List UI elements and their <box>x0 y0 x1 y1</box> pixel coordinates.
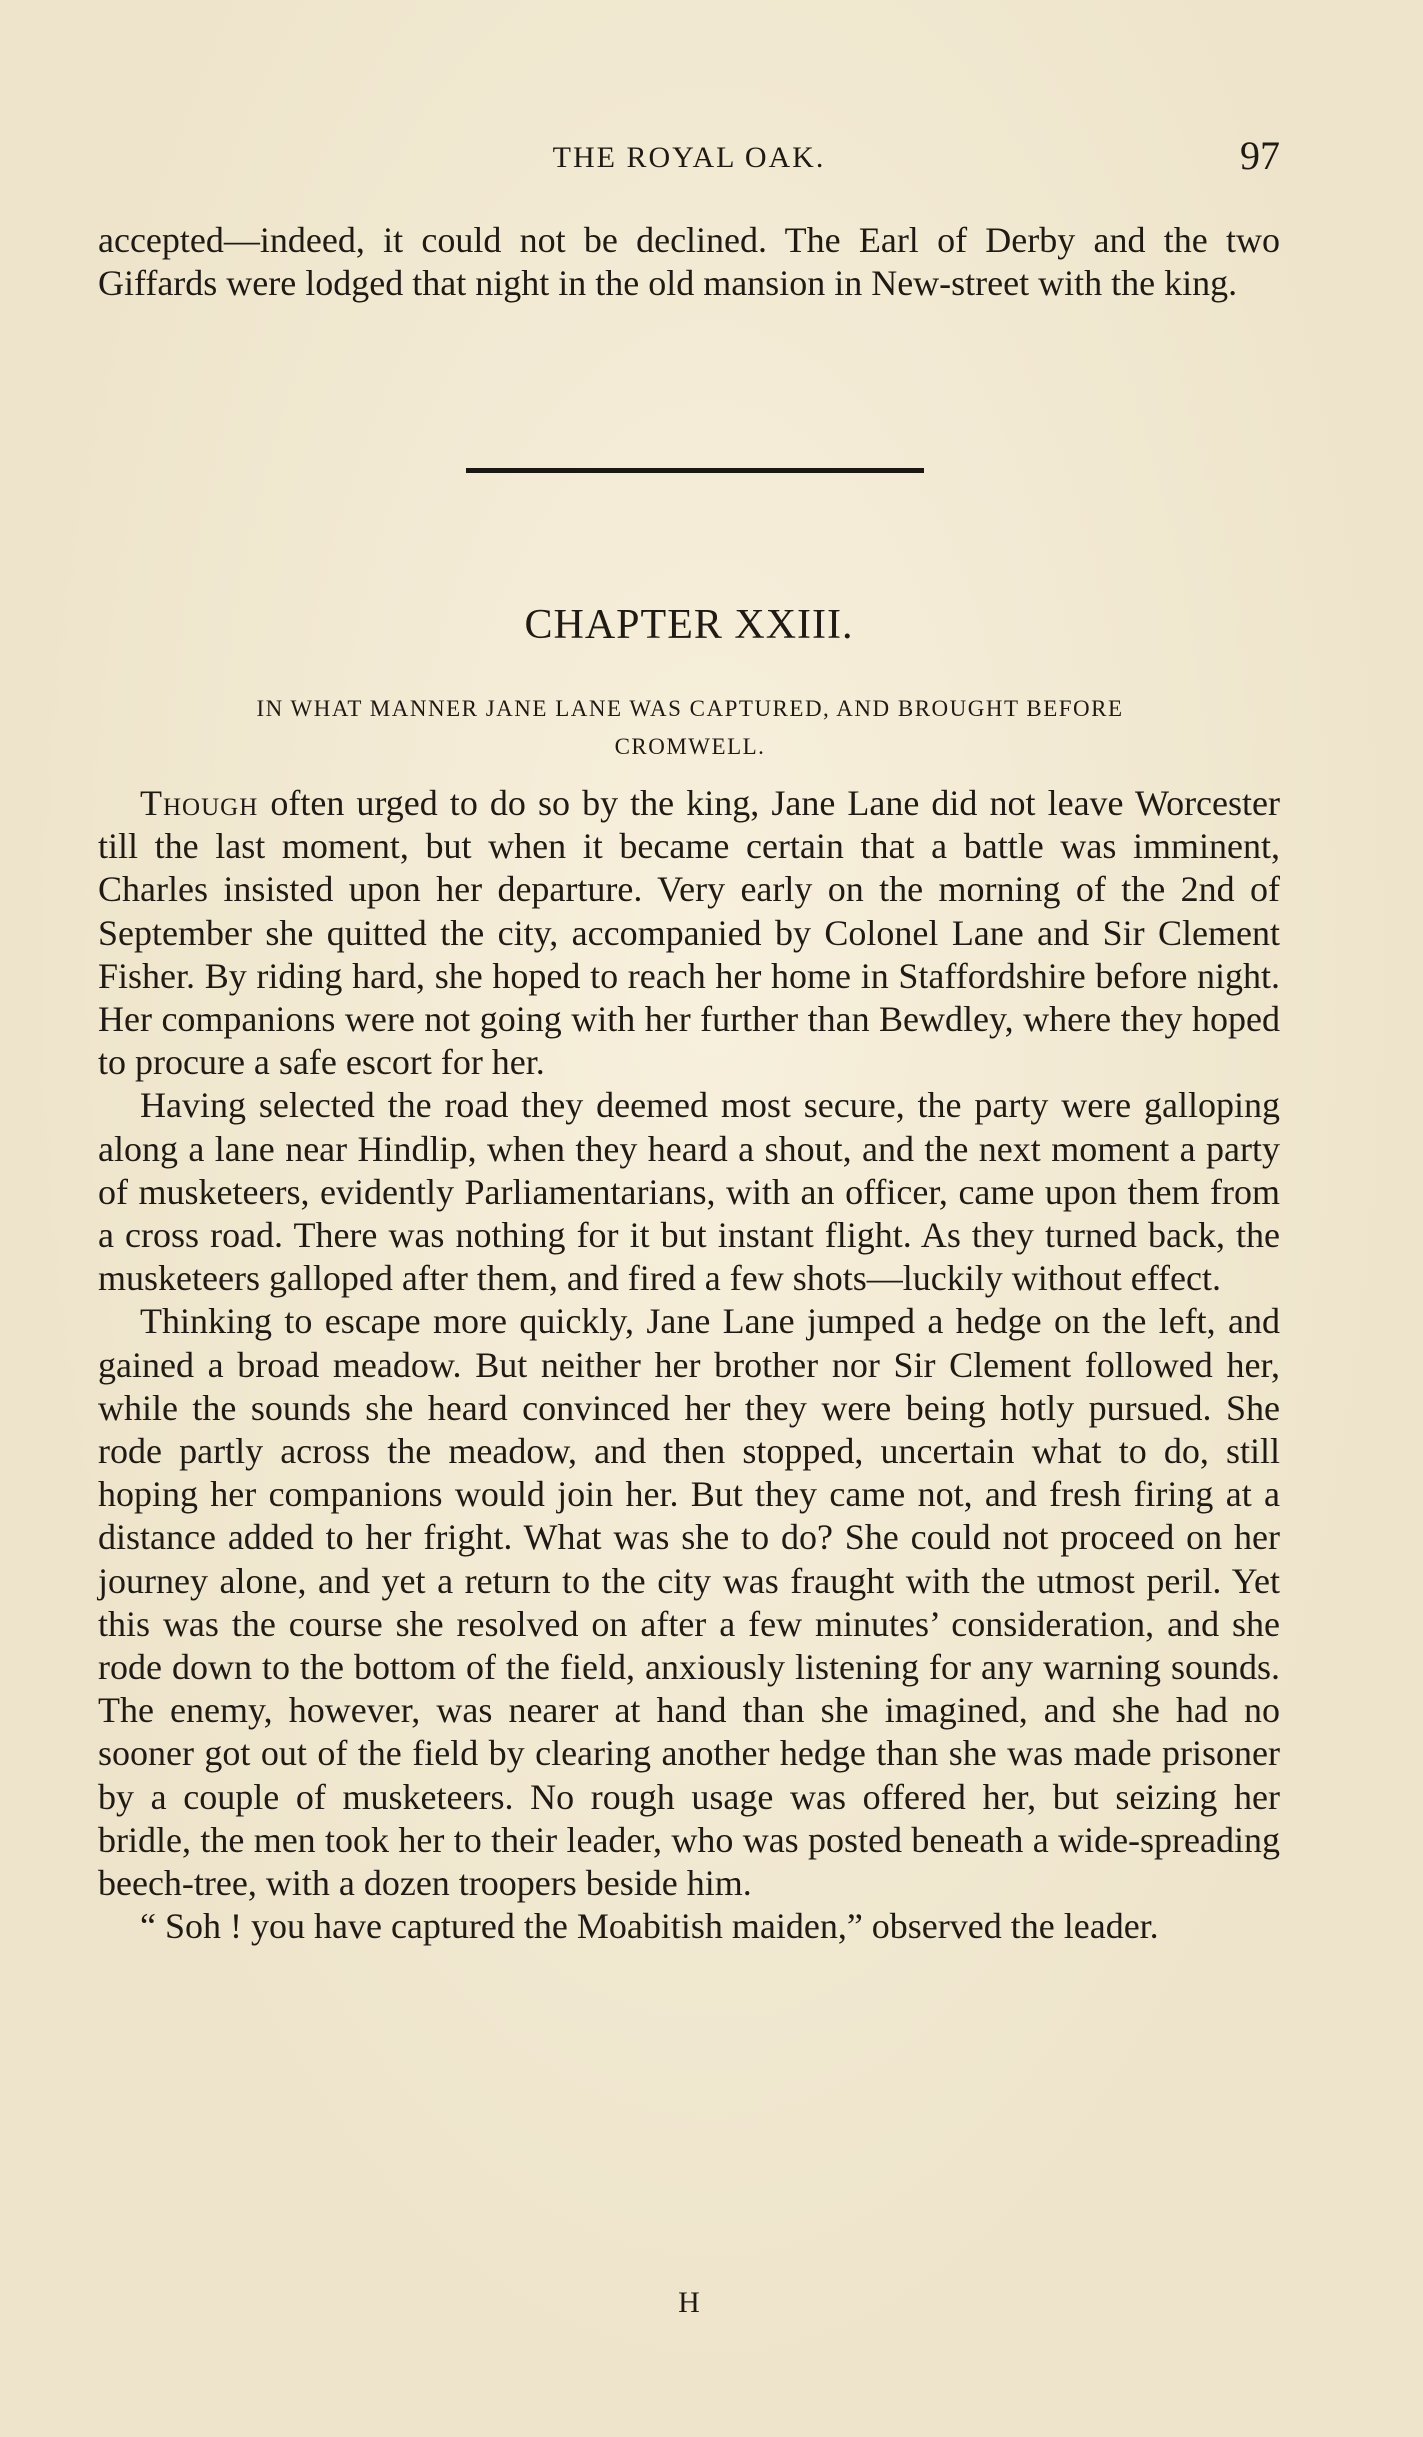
chapter-subtitle: IN WHAT MANNER JANE LANE WAS CAPTURED, AND BROUGHT BEFORE CROMWELL. <box>256 696 1124 759</box>
paragraph-1-lead-word: Though <box>140 783 259 823</box>
continuation-text: accepted—indeed, it could not be declined. The Earl of Derby and the two Giffards were lodged that night in the old mansion in New-street with the king. <box>98 220 1280 304</box>
section-divider-rule <box>466 468 924 473</box>
chapter-title: CHAPTER XXIII. <box>524 602 854 648</box>
signature-mark: H <box>678 2286 700 2319</box>
running-title: THE ROYAL OAK. <box>552 141 826 174</box>
paragraph-1 <box>98 782 1280 1084</box>
paragraph-2: Having selected the road they deemed most secure, the party were galloping along a lane near Hindlip, when they heard a shout, and the next moment a party of musketeers, evidently Parliamentarians, with an officer, came upon them from a cross road. There was nothing for it but instant flight. As they turned back, the musketeers galloped after them, and fired a few shots—luckily without effect. <box>98 1085 1280 1299</box>
paragraph-4: “ Soh ! you have captured the Moabitish maiden,” observed the leader. <box>140 1906 1159 1947</box>
page-number: 97 <box>1240 133 1280 178</box>
chapter-body <box>98 782 1280 1948</box>
running-head <box>98 133 1280 188</box>
paragraph-1-text: often urged to do so by the king, Jane Lane did not leave Worcester till the last moment, but when it became certain that a battle was imminent, Charles insisted upon her departure. Very early on the morning of the 2nd of September she quitted the city, accompanied by Colonel Lane and Sir Clement Fisher. By riding hard, she hoped to reach her home in Staffordshire before night. Her companions were not going with her further than Bewdley, where they hoped to procure a safe escort for her. <box>98 783 1280 1083</box>
paragraph-3: Thinking to escape more quickly, Jane Lane jumped a hedge on the left, and gained a broad meadow. But neither her brother nor Sir Clement followed her, while the sounds she heard convinced her they were being hotly pursued. She rode partly across the meadow, and then stopped, uncertain what to do, still hoping her companions would join her. But they came not, and fresh firing at a distance added to her fright. What was she to do? She could not proceed on her journey alone, and yet a return to the city was fraught with the utmost peril. Yet this was the course she resolved on after a few minutes’ consideration, and she rode down to the bottom of the field, anxiously listening for any warning sounds. The enemy, however, was nearer at hand than she imagined, and she had no sooner got out of the field by clearing another hedge than she was made prisoner by a couple of musketeers. No rough usage was offered her, but seizing her bridle, the men took her to their leader, who was posted beneath a wide-spreading beech-tree, with a dozen troopers beside him. <box>98 1301 1280 1904</box>
continuation-paragraph <box>98 219 1280 305</box>
